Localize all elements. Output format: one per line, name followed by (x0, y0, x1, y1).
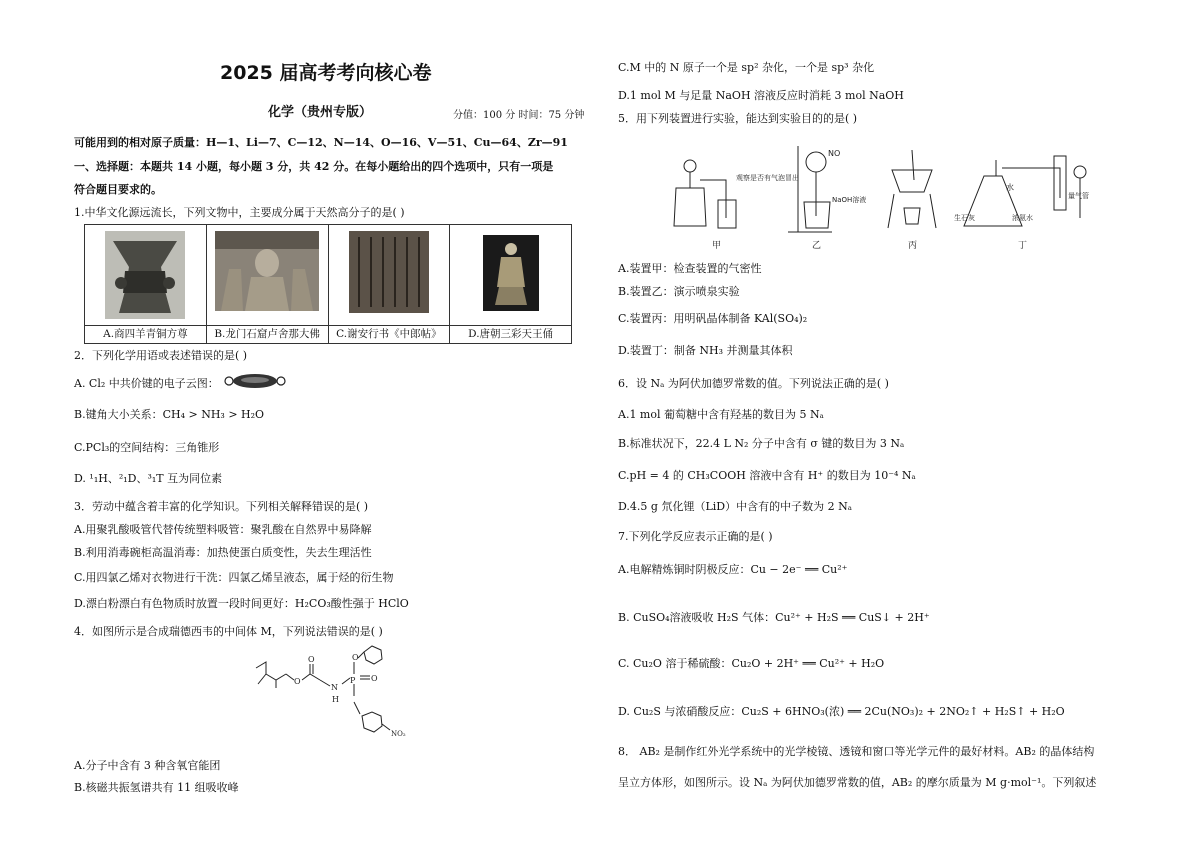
artifact-cell-d (450, 225, 571, 343)
question-7: 7.下列化学反应表示正确的是( ) (618, 530, 773, 543)
question-2: 2．下列化学用语或表述错误的是( ) (74, 349, 248, 362)
apparatus-label: 浓氨水 (1012, 214, 1033, 222)
question-7-option-b: B. CuSO₄溶液吸收 H₂S 气体：Cu²⁺ + H₂S ══ CuS↓ + 2H⁺ (618, 611, 930, 624)
tang-figurine-icon (483, 235, 539, 311)
molecule-label: NO₂ (391, 730, 406, 738)
question-3: 3．劳动中蕴含着丰富的化学知识。下列相关解释错误的是( ) (74, 500, 369, 513)
question-7-option-c: C. Cu₂O 溶于稀硫酸：Cu₂O + 2H⁺ ══ Cu²⁺ + H₂O (618, 657, 885, 670)
question-4-option-a: A.分子中含有 3 种含氧官能团 (74, 759, 221, 772)
apparatus-label: 丁 (1018, 241, 1028, 251)
apparatus-label: 丙 (908, 241, 918, 251)
question-4-option-d: D.1 mol M 与足量 NaOH 溶液反应时消耗 3 mol NaOH (618, 89, 904, 102)
artifact-caption: A.商四羊青铜方尊 (85, 325, 206, 343)
question-8-line2: 呈立方体形，如图所示。设 Nₐ 为阿伏加德罗常数的值，AB₂ 的摩尔质量为 M g·mol⁻¹。下列叙述 (618, 776, 1097, 789)
question-6-option-d: D.4.5 g 氘化锂（LiD）中含有的中子数为 2 Nₐ (618, 500, 852, 513)
apparatus-label: 乙 (812, 241, 822, 251)
artifact-cell-c (329, 225, 451, 343)
question-5: 5．用下列装置进行实验，能达到实验目的的是( ) (618, 112, 858, 125)
apparatus-label: 观察是否有气泡冒出 (736, 174, 799, 182)
question-5-option-a: A.装置甲：检查装置的气密性 (618, 262, 762, 275)
question-5-option-d: D.装置丁：制备 NH₃ 并测量其体积 (618, 344, 793, 357)
question-6-option-a: A.1 mol 葡萄糖中含有羟基的数目为 5 Nₐ (618, 408, 824, 421)
atomic-masses: 可能用到的相对原子质量：H—1、Li—7、C—12、N—14、O—16、V—51、Cu—64、Zr—91 (74, 136, 568, 149)
artifact-cell-a (85, 225, 207, 343)
question-6-option-b: B.标准状况下，22.4 L N₂ 分子中含有 σ 键的数目为 3 Nₐ (618, 437, 905, 450)
question-2-option-c: C.PCl₃的空间结构：三角锥形 (74, 441, 220, 454)
artifact-table (84, 224, 572, 344)
question-5-option-b: B.装置乙：演示喷泉实验 (618, 285, 740, 298)
molecule-label: O (371, 674, 378, 683)
molecule-label: O (294, 677, 301, 686)
calligraphy-icon (349, 231, 429, 313)
question-3-option-d: D.漂白粉漂白有色物质时放置一段时间更好：H₂CO₃酸性强于 HClO (74, 597, 409, 610)
molecule-label: O (352, 653, 359, 662)
artifact-caption: B.龙门石窟卢舍那大佛 (207, 325, 328, 343)
exam-title: 2025 届高考考向核心卷 (220, 62, 432, 84)
apparatus-label: 水 (1006, 183, 1014, 192)
bronze-vessel-icon (105, 231, 185, 319)
question-4: 4．如图所示是合成瑞德西韦的中间体 M，下列说法错误的是( ) (74, 625, 383, 638)
question-7-option-d: D. Cu₂S 与浓硝酸反应：Cu₂S + 6HNO₃(浓) ══ 2Cu(NO₃)₂ + 2NO₂↑ + H₂S↑ + H₂O (618, 705, 1065, 718)
apparatus-label: 甲 (712, 241, 722, 251)
molecule-label: N (331, 683, 338, 692)
subject-title: 化学（贵州专版） (268, 105, 373, 120)
question-3-option-c: C.用四氯乙烯对衣物进行干洗：四氯乙烯呈液态，属于烃的衍生物 (74, 571, 394, 584)
question-4-option-b: B.核磁共振氢谱共有 11 组吸收峰 (74, 781, 239, 794)
question-2-option-d: D. ¹₁H、²₁D、³₁T 互为同位素 (74, 472, 223, 485)
question-3-option-a: A.用聚乳酸吸管代替传统塑料吸管：聚乳酸在自然界中易降解 (74, 523, 372, 536)
artifact-caption: C.谢安行书《中郎帖》 (329, 325, 450, 343)
score-time: 分值：100 分 时间：75 分钟 (453, 110, 585, 121)
stone-buddha-icon (215, 231, 319, 311)
molecule-label: O (308, 655, 315, 664)
apparatus-label: 量气管 (1068, 192, 1089, 200)
electron-cloud-icon (224, 372, 286, 390)
question-3-option-b: B.利用消毒碗柜高温消毒：加热使蛋白质变性，失去生理活性 (74, 546, 372, 559)
molecule-m-structure (250, 644, 420, 754)
question-1: 1.中华文化源远流长，下列文物中，主要成分属于天然高分子的是( ) (74, 206, 405, 219)
question-2-option-b: B.键角大小关系：CH₄ > NH₃ > H₂O (74, 408, 265, 421)
section-title-line1: 一、选择题：本题共 14 小题，每小题 3 分，共 42 分。在每小题给出的四个选项中，只有一项是 (74, 160, 554, 173)
artifact-cell-b (207, 225, 329, 343)
question-6: 6．设 Nₐ 为阿伏加德罗常数的值。下列说法正确的是( ) (618, 377, 889, 390)
apparatus-diagram (662, 136, 1092, 252)
question-8-line1: 8． AB₂ 是制作红外光学系统中的光学棱镜、透镜和窗口等光学元件的最好材料。AB₂ 的晶体结构 (618, 745, 1095, 758)
question-5-option-c: C.装置丙：用明矾晶体制备 KAl(SO₄)₂ (618, 312, 808, 325)
molecule-label: H (332, 695, 339, 704)
question-4-option-c: C.M 中的 N 原子一个是 sp² 杂化，一个是 sp³ 杂化 (618, 61, 875, 74)
molecule-label: P (350, 676, 356, 685)
section-title-line2: 符合题目要求的。 (74, 183, 162, 196)
apparatus-label: 生石灰 (954, 214, 975, 222)
apparatus-label: NaOH溶液 (832, 196, 867, 204)
apparatus-label: NO (828, 149, 841, 158)
question-2-option-a: A. Cl₂ 中共价键的电子云图： (74, 377, 219, 390)
question-7-option-a: A.电解精炼铜时阴极反应：Cu − 2e⁻ ══ Cu²⁺ (618, 563, 848, 576)
artifact-caption: D.唐朝三彩天王俑 (450, 325, 571, 343)
question-6-option-c: C.pH = 4 的 CH₃COOH 溶液中含有 H⁺ 的数目为 10⁻⁴ Nₐ (618, 469, 916, 482)
